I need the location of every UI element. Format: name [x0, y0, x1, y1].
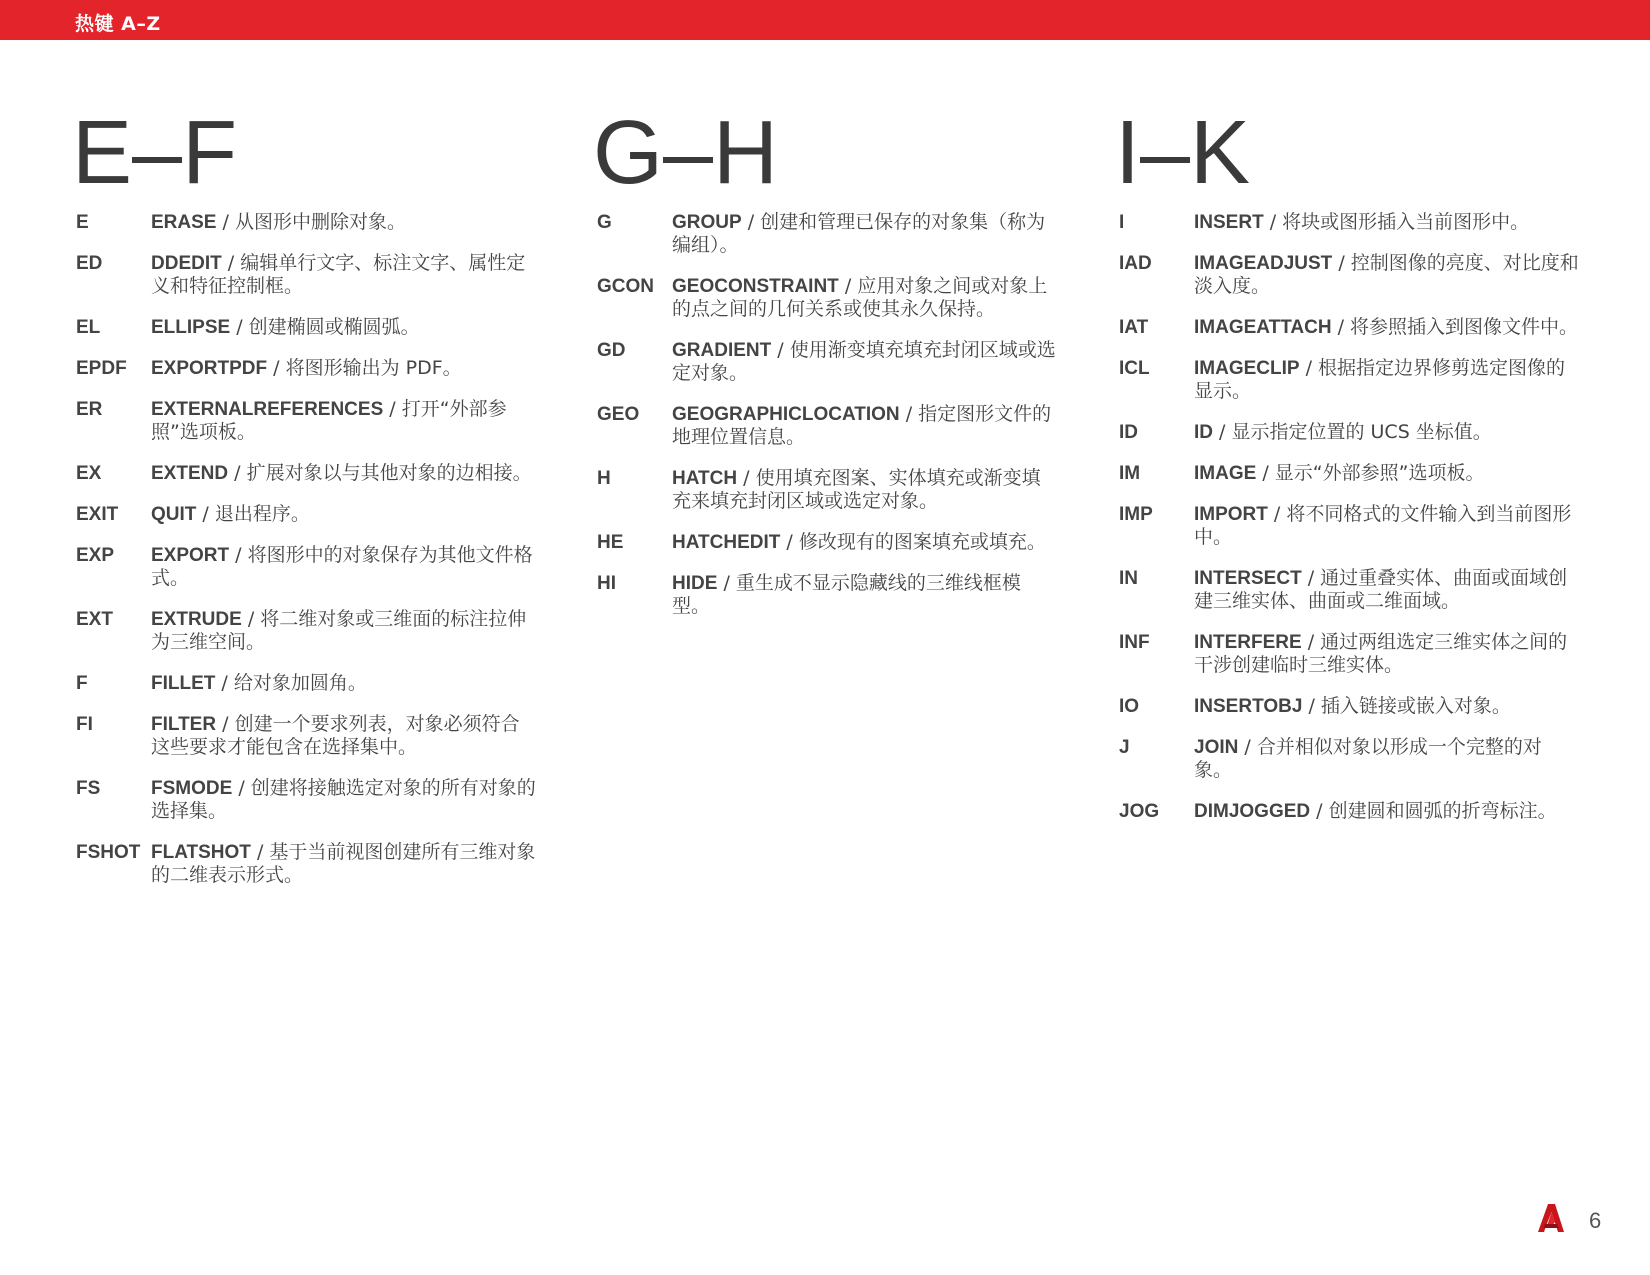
- command-name: GEOCONSTRAINT: [672, 276, 839, 297]
- command-name: GROUP: [672, 212, 742, 233]
- separator: /: [780, 531, 799, 553]
- command-name: JOIN: [1194, 737, 1239, 758]
- command-description: 给对象加圆角。: [233, 672, 367, 694]
- section-heading: I–K: [1115, 103, 1251, 203]
- command-name: INTERFERE: [1194, 632, 1302, 653]
- shortcut-entry: [76, 357, 536, 380]
- shortcut-entry: [76, 316, 536, 339]
- command-name: QUIT: [151, 504, 197, 525]
- shortcut-entry: [597, 467, 1057, 513]
- shortcut-entry: [1119, 357, 1579, 403]
- command-name: INTERSECT: [1194, 568, 1302, 589]
- separator: /: [741, 211, 761, 233]
- separator: /: [216, 211, 235, 233]
- separator: /: [737, 467, 756, 489]
- header-title: 热键 A–Z: [75, 13, 161, 35]
- shortcut-description: [672, 467, 1057, 513]
- shortcut-description: [1194, 800, 1579, 823]
- separator: /: [250, 841, 270, 863]
- shortcut-description: [151, 544, 536, 590]
- separator: /: [771, 339, 790, 361]
- shortcut-description: [151, 777, 536, 823]
- shortcut-key: EL: [76, 317, 101, 338]
- shortcut-key: FS: [76, 778, 101, 799]
- shortcut-key: I: [1119, 212, 1125, 233]
- command-description: 从图形中删除对象。: [234, 211, 406, 233]
- command-name: IMAGECLIP: [1194, 358, 1300, 379]
- command-description: 通过两组选定三维实体之间的干涉创建临时三维实体。: [1194, 631, 1568, 676]
- shortcut-key: HI: [597, 573, 616, 594]
- shortcut-key: GEO: [597, 404, 640, 425]
- page-number: 6: [1589, 1208, 1602, 1233]
- shortcut-entry: [76, 672, 536, 695]
- shortcut-key: ICL: [1119, 358, 1150, 379]
- command-name: INSERT: [1194, 212, 1264, 233]
- shortcut-entry: [76, 503, 536, 526]
- shortcut-column: [1115, 103, 1579, 841]
- separator: /: [1301, 631, 1321, 653]
- command-description: 扩展对象以与其他对象的边相接。: [246, 462, 532, 484]
- separator: /: [230, 316, 249, 338]
- command-description: 插入链接或嵌入对象。: [1320, 695, 1511, 717]
- shortcut-description: [151, 841, 536, 887]
- separator: /: [1331, 316, 1351, 338]
- shortcut-key: IN: [1119, 568, 1138, 589]
- shortcut-description: [151, 713, 536, 759]
- shortcut-column: [72, 103, 536, 905]
- shortcut-key: EXP: [76, 545, 115, 566]
- command-description: 创建和管理已保存的对象集（称为编组）。: [672, 211, 1046, 256]
- shortcut-entry: [1119, 421, 1579, 444]
- command-description: 通过重叠实体、曲面或面域创建三维实体、曲面或二维面域。: [1194, 567, 1568, 612]
- shortcut-entry: [1119, 567, 1579, 613]
- command-description: 合并相似对象以形成一个完整的对象。: [1194, 736, 1542, 781]
- shortcut-description: [672, 275, 1057, 321]
- command-name: FLATSHOT: [151, 842, 251, 863]
- shortcut-description: [1194, 462, 1579, 485]
- shortcut-entry: [597, 275, 1057, 321]
- section-heading: E–F: [72, 103, 238, 203]
- section-heading: G–H: [593, 103, 779, 203]
- command-description: 退出程序。: [214, 503, 310, 525]
- command-name: DIMJOGGED: [1194, 801, 1311, 822]
- shortcut-description: [1194, 695, 1579, 718]
- command-description: 将块或图形插入当前图形中。: [1282, 211, 1530, 233]
- shortcut-key: IMP: [1119, 504, 1153, 525]
- command-description: 创建一个要求列表，对象必须符合这些要求才能包含在选择集中。: [151, 713, 520, 758]
- shortcut-key: IM: [1119, 463, 1141, 484]
- shortcut-entry: [76, 841, 536, 887]
- shortcut-entry: [1119, 252, 1579, 298]
- shortcut-entry: [76, 608, 536, 654]
- separator: /: [232, 777, 251, 799]
- separator: /: [1301, 567, 1321, 589]
- shortcut-description: [672, 339, 1057, 385]
- command-name: HATCH: [672, 468, 738, 489]
- separator: /: [1256, 462, 1275, 484]
- shortcut-entry: [76, 398, 536, 444]
- command-description: 应用对象之间或对象上的点之间的几何关系或使其永久保持。: [672, 275, 1048, 320]
- command-name: GRADIENT: [672, 340, 772, 361]
- command-name: FILLET: [151, 673, 216, 694]
- shortcut-entry: [76, 462, 536, 485]
- shortcut-key: E: [76, 212, 89, 233]
- command-name: EXTRUDE: [151, 609, 242, 630]
- command-name: EXPORT: [151, 545, 230, 566]
- header-bar: [0, 0, 1650, 40]
- separator: /: [229, 544, 248, 566]
- shortcut-entry: [76, 252, 536, 298]
- separator: /: [216, 713, 235, 735]
- command-description: 将图形输出为 PDF。: [285, 357, 462, 379]
- command-description: 修改现有的图案填充或填充。: [798, 531, 1046, 553]
- shortcut-entry: [76, 211, 536, 234]
- separator: /: [215, 672, 234, 694]
- separator: /: [1238, 736, 1257, 758]
- separator: /: [1267, 503, 1287, 525]
- separator: /: [267, 357, 286, 379]
- shortcut-key: FSHOT: [76, 842, 141, 863]
- command-name: IMPORT: [1194, 504, 1268, 525]
- autocad-logo-icon: [1538, 1204, 1564, 1232]
- separator: /: [1299, 357, 1319, 379]
- shortcut-key: EX: [76, 463, 102, 484]
- shortcut-description: [1194, 567, 1579, 613]
- shortcut-key: ER: [76, 399, 103, 420]
- shortcut-description: [151, 252, 536, 298]
- separator: /: [838, 275, 858, 297]
- shortcut-description: [1194, 316, 1579, 339]
- shortcut-description: [1194, 252, 1579, 298]
- separator: /: [717, 572, 736, 594]
- command-description: 打开“外部参照”选项板。: [151, 398, 507, 443]
- separator: /: [241, 608, 261, 630]
- shortcut-description: [672, 403, 1057, 449]
- shortcut-key: IO: [1119, 696, 1140, 717]
- command-description: 显示“外部参照”选项板。: [1274, 462, 1485, 484]
- command-description: 使用渐变填充填充封闭区域或选定对象。: [672, 339, 1056, 384]
- command-name: EXTEND: [151, 463, 229, 484]
- shortcut-key: JOG: [1119, 801, 1160, 822]
- command-description: 编辑单行文字、标注文字、属性定义和特征控制框。: [151, 252, 526, 297]
- command-description: 将图形中的对象保存为其他文件格式。: [151, 544, 533, 589]
- shortcut-key: EXIT: [76, 504, 119, 525]
- shortcut-description: [151, 672, 536, 695]
- command-name: EXPORTPDF: [151, 358, 268, 379]
- separator: /: [196, 503, 215, 525]
- shortcut-description: [151, 398, 536, 444]
- command-name: ID: [1194, 422, 1213, 443]
- shortcut-key: INF: [1119, 632, 1150, 653]
- command-description: 基于当前视图创建所有三维对象的二维表示形式。: [151, 841, 536, 886]
- shortcut-entry: [1119, 211, 1579, 234]
- command-description: 创建将接触选定对象的所有对象的选择集。: [151, 777, 536, 822]
- shortcut-description: [151, 503, 536, 526]
- shortcut-description: [672, 531, 1057, 554]
- shortcut-description: [1194, 357, 1579, 403]
- shortcut-key: G: [597, 212, 612, 233]
- command-name: IMAGEADJUST: [1194, 253, 1333, 274]
- shortcut-entry: [597, 211, 1057, 257]
- separator: /: [1332, 252, 1351, 274]
- command-name: ERASE: [151, 212, 217, 233]
- shortcut-entry: [1119, 800, 1579, 823]
- shortcut-column: [593, 103, 1057, 636]
- separator: /: [383, 398, 402, 420]
- shortcut-entry: [1119, 462, 1579, 485]
- separator: /: [221, 252, 241, 274]
- shortcut-description: [1194, 211, 1579, 234]
- shortcut-key: ED: [76, 253, 103, 274]
- shortcut-key: GD: [597, 340, 626, 361]
- command-name: HIDE: [672, 573, 718, 594]
- command-description: 重生成不显示隐藏线的三维线框模型。: [672, 572, 1021, 617]
- shortcut-description: [672, 572, 1057, 618]
- command-name: ELLIPSE: [151, 317, 231, 338]
- command-description: 指定图形文件的地理位置信息。: [672, 403, 1052, 448]
- command-description: 控制图像的亮度、对比度和淡入度。: [1194, 252, 1579, 297]
- shortcut-description: [151, 462, 536, 485]
- shortcut-entry: [1119, 695, 1579, 718]
- shortcut-description: [1194, 736, 1579, 782]
- command-description: 将不同格式的文件输入到当前图形中。: [1194, 503, 1572, 548]
- shortcut-entry: [597, 339, 1057, 385]
- shortcut-entry: [76, 777, 536, 823]
- shortcut-description: [1194, 421, 1579, 444]
- shortcut-key: EPDF: [76, 358, 127, 379]
- command-description: 使用填充图案、实体填充或渐变填充来填充封闭区域或选定对象。: [672, 467, 1041, 512]
- shortcut-key: GCON: [597, 276, 654, 297]
- shortcut-key: H: [597, 468, 611, 489]
- command-name: IMAGE: [1194, 463, 1257, 484]
- separator: /: [1263, 211, 1283, 233]
- shortcut-description: [672, 211, 1057, 257]
- separator: /: [1310, 800, 1329, 822]
- command-name: DDEDIT: [151, 253, 222, 274]
- shortcut-entry: [76, 713, 536, 759]
- separator: /: [1302, 695, 1321, 717]
- command-name: EXTERNALREFERENCES: [151, 399, 384, 420]
- command-name: GEOGRAPHICLOCATION: [672, 404, 900, 425]
- shortcut-key: IAD: [1119, 253, 1152, 274]
- shortcut-entry: [1119, 736, 1579, 782]
- shortcut-key: IAT: [1119, 317, 1149, 338]
- separator: /: [899, 403, 919, 425]
- shortcut-entry: [597, 572, 1057, 618]
- shortcut-description: [151, 608, 536, 654]
- shortcut-entry: [597, 403, 1057, 449]
- shortcut-key: ID: [1119, 422, 1138, 443]
- command-description: 根据指定边界修剪选定图像的显示。: [1194, 357, 1566, 402]
- shortcut-key: EXT: [76, 609, 113, 630]
- separator: /: [228, 462, 247, 484]
- shortcut-key: J: [1119, 737, 1130, 758]
- command-name: FILTER: [151, 714, 217, 735]
- shortcut-description: [151, 357, 536, 380]
- shortcut-key: HE: [597, 532, 624, 553]
- command-description: 显示指定位置的 UCS 坐标值。: [1231, 421, 1492, 443]
- shortcut-entry: [597, 531, 1057, 554]
- shortcut-key: F: [76, 673, 88, 694]
- shortcut-description: [151, 211, 536, 234]
- shortcut-entry: [1119, 503, 1579, 549]
- command-description: 创建圆和圆弧的折弯标注。: [1328, 800, 1557, 822]
- shortcut-entry: [76, 544, 536, 590]
- command-name: INSERTOBJ: [1194, 696, 1303, 717]
- shortcut-entry: [1119, 316, 1579, 339]
- command-description: 将参照插入到图像文件中。: [1350, 316, 1579, 338]
- shortcut-entry: [1119, 631, 1579, 677]
- command-name: FSMODE: [151, 778, 233, 799]
- command-name: IMAGEATTACH: [1194, 317, 1332, 338]
- command-description: 将二维对象或三维面的标注拉伸为三维空间。: [151, 608, 527, 653]
- shortcut-description: [151, 316, 536, 339]
- shortcut-description: [1194, 631, 1579, 677]
- shortcut-key: FI: [76, 714, 93, 735]
- shortcut-description: [1194, 503, 1579, 549]
- command-description: 创建椭圆或椭圆弧。: [248, 316, 420, 338]
- command-name: HATCHEDIT: [672, 532, 781, 553]
- separator: /: [1213, 421, 1232, 443]
